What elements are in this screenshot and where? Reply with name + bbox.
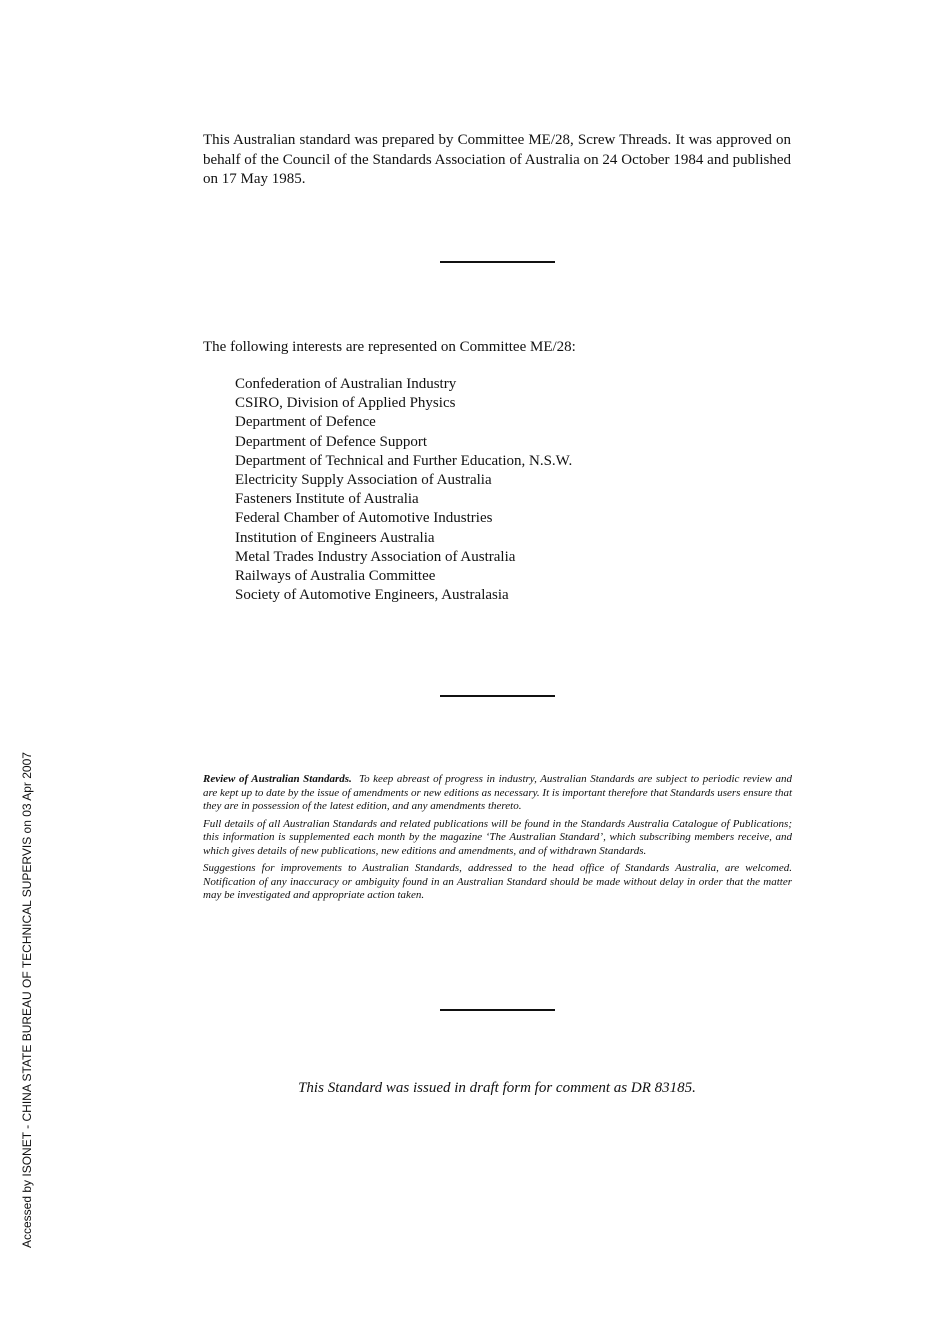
- suggestions-paragraph: Suggestions for improvements to Australian Standards, addressed to the head office of Standards Australia, are welcomed. Notification of any inaccuracy or ambiguity found in an Australian Standard should be made without delay in order that the matter may be investigated and appropriate action taken.: [203, 862, 792, 901]
- review-lead: Review of Australian Standards.: [203, 773, 352, 785]
- draft-note: This Standard was issued in draft form for comment as DR 83185.: [298, 1080, 696, 1096]
- list-item: Department of Defence: [235, 414, 376, 431]
- list-item: Federal Chamber of Automotive Industries: [235, 510, 493, 527]
- section-divider: [440, 695, 555, 697]
- list-item: Society of Automotive Engineers, Australasia: [235, 587, 509, 604]
- list-item: Confederation of Australian Industry: [235, 376, 457, 392]
- review-paragraph: [203, 773, 792, 814]
- review-text: To keep abreast of progress in industry, Australian Standards are subject to periodic review and are kept up to date by the issue of amendments or new editions as necessary. It is important therefore that Standards users ensure that they are in possession of the latest edition, and any amendments thereto.: [203, 773, 792, 812]
- list-item: Fasteners Institute of Australia: [235, 491, 419, 508]
- list-item: Metal Trades Industry Association of Australia: [235, 548, 516, 565]
- review-notice: [203, 773, 792, 907]
- list-item: Institution of Engineers Australia: [235, 529, 435, 546]
- list-item: Department of Defence Support: [235, 433, 428, 450]
- committee-interests-list: [235, 375, 572, 605]
- section-divider: [440, 1009, 555, 1011]
- list-item: Department of Technical and Further Education, N.S.W.: [235, 452, 573, 469]
- list-item: Railways of Australia Committee: [235, 568, 436, 585]
- access-stamp: Accessed by ISONET - CHINA STATE BUREAU OF TECHNICAL SUPERVIS on 03 Apr 2007: [20, 752, 34, 1248]
- section-divider: [440, 261, 555, 263]
- catalogue-paragraph: Full details of all Australian Standards and related publications will be found in the Standards Australia Catalogue of Publications; this information is supplemented each month by the magazine ‘The Australian Standard’, which subscribing members receive, and which gives details of new publications, new editions and amendments, and of withdrawn Standards.: [203, 817, 792, 857]
- committee-heading: The following interests are represented on Committee ME/28:: [203, 339, 576, 355]
- preparation-statement: This Australian standard was prepared by Committee ME/28, Screw Threads. It was approved on behalf of the Council of the Standards Association of Australia on 24 October 1984 and published on 17 May 1985.: [203, 132, 791, 187]
- list-item: Electricity Supply Association of Australia: [235, 472, 492, 489]
- list-item: CSIRO, Division of Applied Physics: [235, 395, 456, 412]
